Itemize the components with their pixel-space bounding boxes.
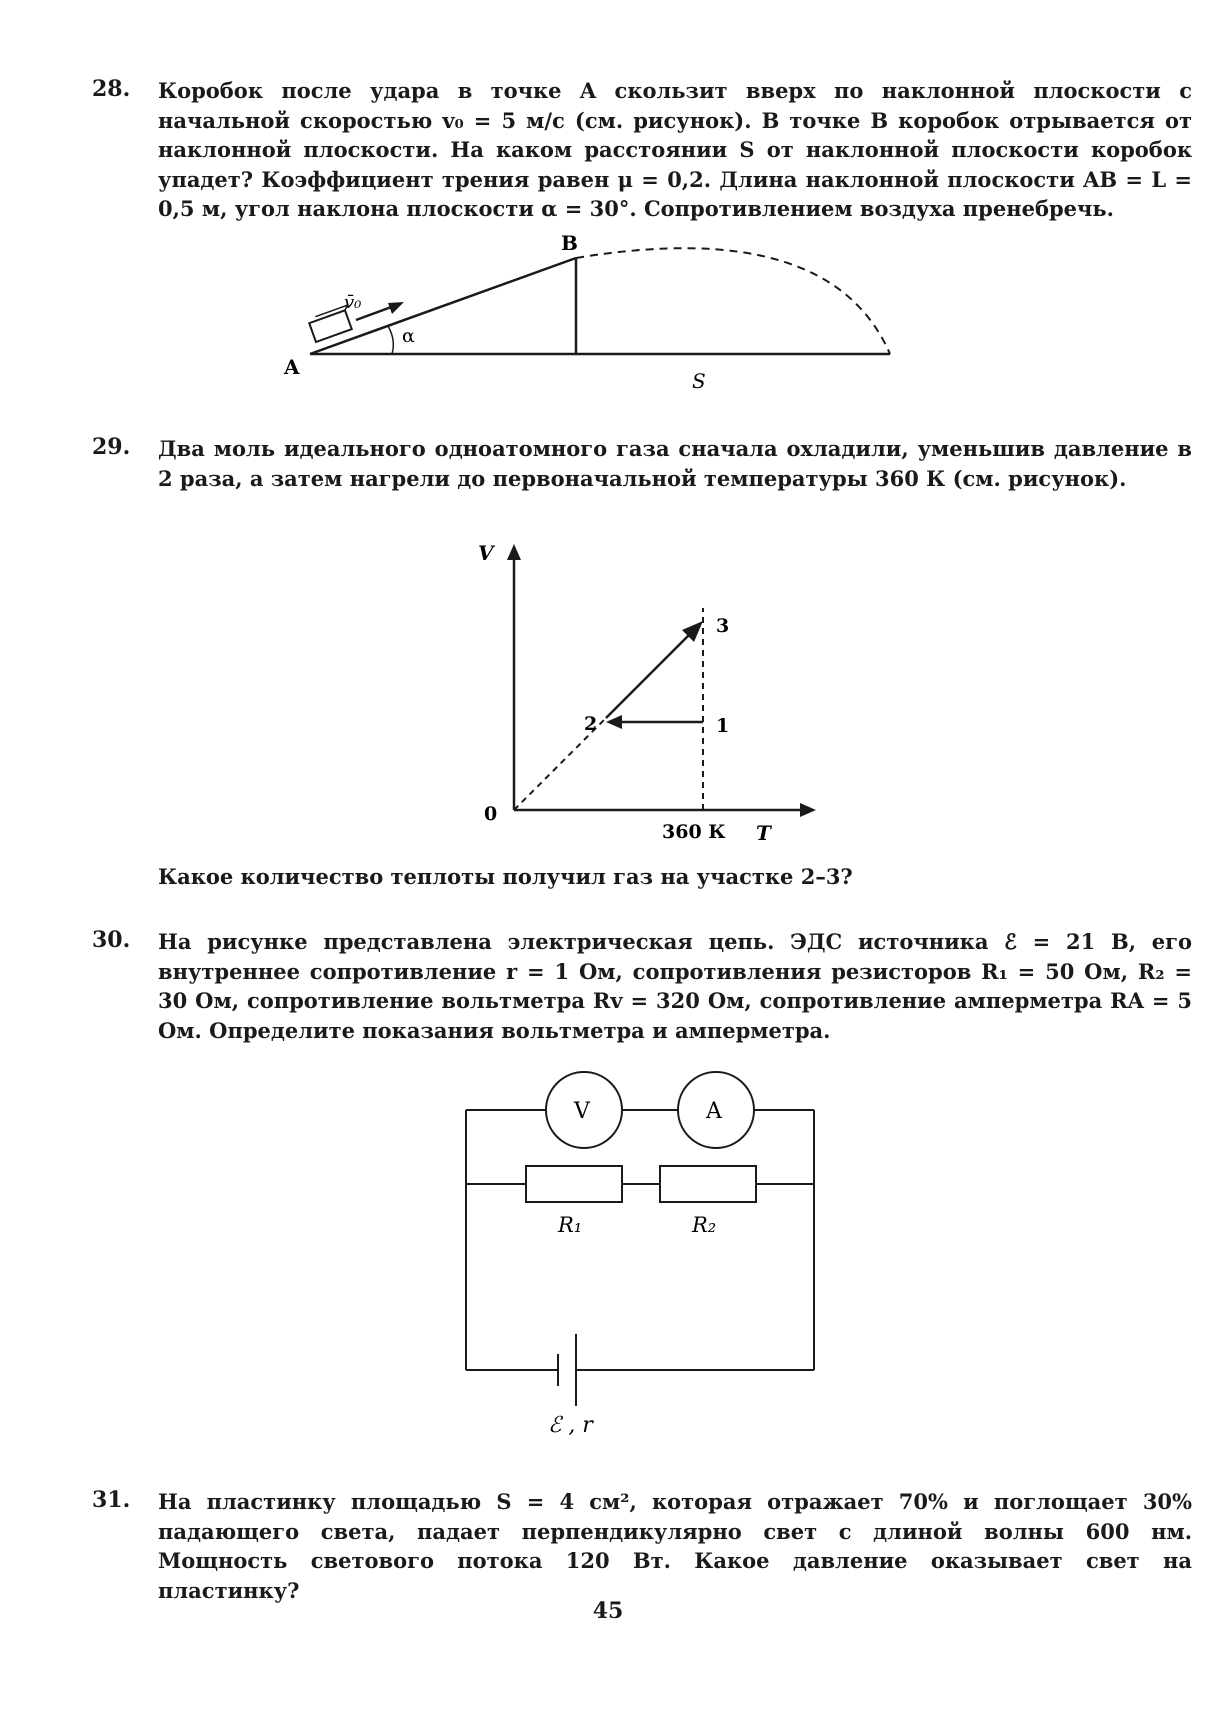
problem-number: 31. [92,1487,131,1513]
point-a-label: A [284,355,300,379]
point-2-label: 2 [584,713,598,735]
problem-28 [92,76,1192,224]
tick-360: 360 К [662,821,726,843]
vt-graph [460,540,840,850]
voltmeter-label: V [574,1099,590,1124]
incline-figure [270,228,930,398]
problem-29 [92,434,1192,493]
resistor-r1 [526,1166,622,1202]
point-1-label: 1 [716,715,730,737]
problem-number: 29. [92,434,131,460]
problem-number: 28. [92,76,131,102]
problem-29-question: Какое количество теплоты получил газ на участке 2–3? [158,864,853,889]
process-2-3 [606,634,690,718]
ammeter-label: A [706,1099,722,1124]
point-b-label: B [561,231,578,255]
trajectory-curve [576,248,890,354]
resistor-r2 [660,1166,756,1202]
problem-31 [92,1487,1192,1605]
r2-label: R₂ [692,1213,717,1237]
problem-text: На рисунке представлена электрическая цепь. ЭДС источника ℰ = 21 В, его внутреннее сопротивление r = 1 Ом, сопротивления резисторов R₁ = 50 Ом, R₂ = 30 Ом, сопротивление вольтметра Rv = 320 Ом, сопротивление амперметра RA = 5 Ом. Определите показания вольтметра и амперметра. [158,929,1192,1043]
r1-label: R₁ [558,1213,583,1237]
source-label: ℰ , r [548,1413,593,1438]
t-axis-label: T [756,821,771,845]
alpha-label: α [402,325,415,347]
v-axis-label: V [478,541,494,565]
problem-text: Коробок после удара в точке A скользит вверх по наклонной плоскости с начальной скоростью v₀ = 5 м/с (см. рисунок). В точке B коробок отрывается от наклонной плоскости. На каком расстоянии S от наклонной плоскости коробок упадет? Коэффициент трения равен μ = 0,2. Длина наклонной плоскости AB = L = 0,5 м, угол наклона плоскости α = 30°. Сопротивлением воздуха пренебречь. [158,78,1192,221]
problem-text: На пластинку площадью S = 4 см², которая отражает 70% и поглощает 30% падающего света, падает перпендикулярно свет с длиной волны 600 нм. Мощность светового потока 120 Вт. Какое давление оказывает свет на пластинку? [158,1489,1192,1603]
circuit-figure [450,1060,830,1440]
page-number: 45 [592,1598,624,1624]
problem-text: Два моль идеального одноатомного газа сначала охладили, уменьшив давление в 2 раза, а затем нагрели до первоначальной температуры 360 К (см. рисунок). [158,436,1192,491]
v0-label: v̄₀ [344,292,362,313]
velocity-arrow [356,306,394,320]
point-3-label: 3 [716,615,730,637]
origin-label: 0 [484,803,498,825]
problem-30 [92,927,1192,1045]
angle-arc [388,326,393,354]
s-label: S [692,369,706,393]
problem-number: 30. [92,927,131,953]
